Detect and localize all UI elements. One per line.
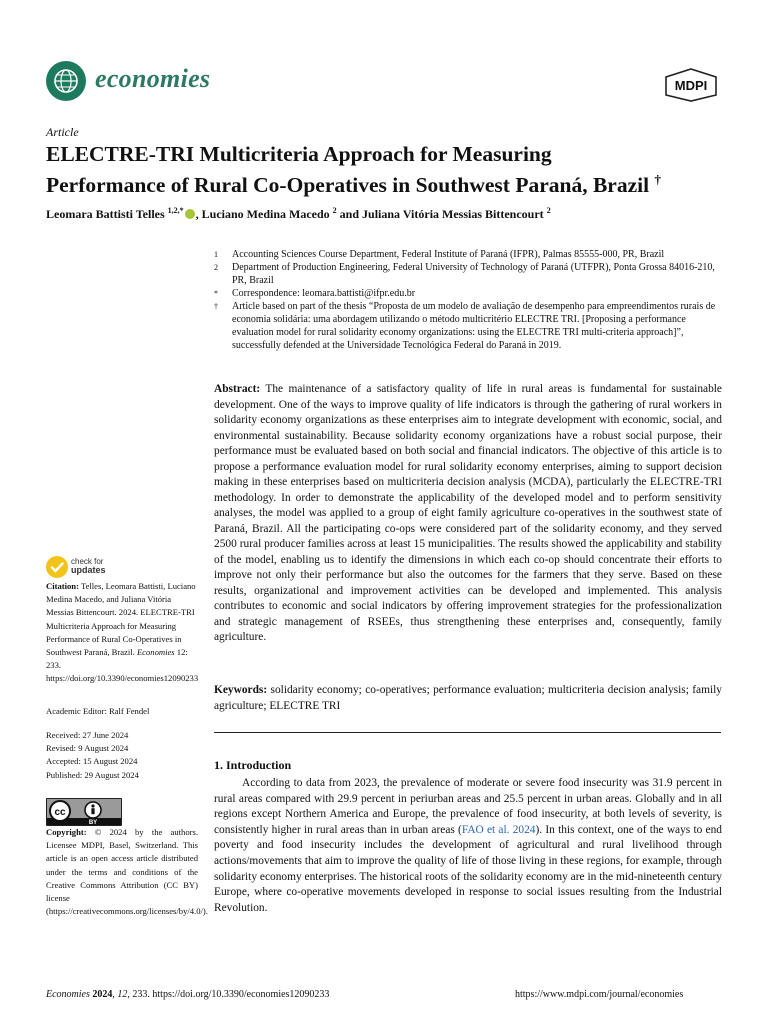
copyright-block: Copyright: © 2024 by the authors. Licensee MDPI, Basel, Switzerland. This article is an open access article distributed under the terms and conditions of the Creative Commons Attribution (CC BY) license (https://creativecommons.org/licenses/by/4.0/). xyxy=(46,827,208,917)
affiliations xyxy=(214,248,724,352)
title-line-2: Performance of Rural Co-Operatives in Southwest Paraná, Brazil xyxy=(46,173,650,198)
cc-by-license-icon[interactable] xyxy=(46,798,122,826)
abstract-label: Abstract: xyxy=(214,383,261,395)
author-2[interactable]: , Luciano Medina Macedo xyxy=(195,207,330,221)
article-title xyxy=(46,141,746,198)
journal-logo-icon xyxy=(46,61,86,101)
footer-journal-url[interactable]: https://www.mdpi.com/journal/economies xyxy=(515,989,684,1000)
article-type: Article xyxy=(46,125,79,139)
mdpi-logo xyxy=(664,68,718,102)
section-heading: 1. Introduction xyxy=(214,758,292,772)
author-1[interactable]: Leomara Battisti Telles xyxy=(46,207,165,221)
dates-block xyxy=(46,729,198,782)
title-dagger: † xyxy=(654,172,661,187)
received-date: Received: 27 June 2024 xyxy=(46,730,129,740)
citation-block: Citation: Telles, Leomara Battisti, Luciano Medina Macedo, and Juliana Vitória Messias Bittencourt. 2024. ELECTRE-TRI Multicriteria Approach for Measuring Performance of Rural Co-Operatives in Southwest Paraná, Brazil. Economies 12: 233. https://doi.org/10.3390/economies12090233 xyxy=(46,581,199,684)
title-line-1: ELECTRE-TRI Multicriteria Approach for Measuring xyxy=(46,142,552,166)
affiliation-item: 1 Accounting Sciences Course Department, Federal Institute of Paraná (IFPR), Palmas 85555-000, PR, Brazil xyxy=(214,249,665,260)
section-divider xyxy=(214,732,721,733)
affiliation-item: * Correspondence: leomara.battisti@ifpr.edu.br xyxy=(214,288,416,299)
published-date: Published: 29 August 2024 xyxy=(46,769,139,780)
affiliation-item: † Article based on part of the thesis “Proposta de um modelo de avaliação de desempenho para empreendimentos rurais de economia solidária: uma abordagem utilizando o método multicritério ELECTRE TRI. [Proposing a performance evaluation model for rural solidarity economy organizations: using the ELECTRE TRI multi-criteria approach]”, successfully defended at the Universidade Tecnológica Federal do Paraná in 2019. xyxy=(214,301,716,351)
introduction-paragraph: According to data from 2023, the prevalence of moderate or severe food insecurity was 31.9 percent in rural areas compared with 29.9 percent in periurban areas and 25.5 percent in urban areas. Globally and in all regions except Northern America and Europe, the prevalence of food insecurity, at both levels of severity, is consistently higher in rural areas than in urban areas (FAO et al. 2024). In this context, one of the ways to end poverty and food insecurity includes the development of agricultural and rural livelihood through actions/movements that aim to improve the quality of life of those living in these regions, for example, through solidarity economy enterprises. The historical roots of the solidarity economy are in the mid-nineteenth century Europe, where co-operative movements developed in response to social issues resulting from the Industrial Revolution. xyxy=(214,777,722,914)
check-for-updates-icon[interactable] xyxy=(46,556,68,578)
svg-text:cc: cc xyxy=(54,807,66,818)
citation-link[interactable]: FAO et al. 2024 xyxy=(461,823,536,836)
journal-name: economies xyxy=(95,64,211,93)
author-3[interactable]: and Juliana Vitória Messias Bittencourt xyxy=(336,207,544,221)
abstract-text: The maintenance of a satisfactory quality of life in rural areas is fundamental for sustainable development. One of the ways to improve quality of life indicators is through the gathering of rural workers in solidarity economy organizations as these enterprises aim to integrate development with economic, social, and environmental sustainability. Because solidarity economy organizations have a robust social purpose, their performance must be evaluated based on both social and financial indicators. The objective of this article is to propose a performance evaluation model for rural solidarity economy enterprises, aiming to support decision making in these enterprises based on multicriteria decision analysis (MCDA), particularly the ELECTRE-TRI methodology. In order to demonstrate the applicability of the developed model and to perform sensitivity analyses, the model was applied to a group of eight family agriculture co-operatives in the southwest state of Paraná, Brazil. All the participating co-ops were considered part of the solidarity economy, and they served 2500 rural producer families across at least 15 municipalities. The results showed the applicability and stability of the model, enabling us to identify the dimensions in which each co-op should concentrate their efforts to improve not only their performance but also the outcomes for the farmers that they serve. Based on these results, organizational and improvement activities can be developed and implemented. This analysis contributes to economic and social indicators by offering improvement strategies for the professionalization and strategic management of RSEEs, thus strengthening these enterprises and, consequently, family agriculture. xyxy=(214,383,722,643)
accepted-date: Accepted: 15 August 2024 xyxy=(46,756,138,767)
keywords-text: solidarity economy; co-operatives; performance evaluation; multicriteria decision analysis; family agriculture; ELECTRE TRI xyxy=(214,684,722,712)
academic-editor: Academic Editor: Ralf Fendel xyxy=(46,706,150,716)
orcid-icon[interactable] xyxy=(185,209,195,219)
check-for-updates-button[interactable]: check for updates xyxy=(71,557,106,575)
author-2-affil: 2 xyxy=(332,206,337,215)
footer-citation: Economies 2024, 12, 233. https://doi.org/10.3390/economies12090233 xyxy=(46,989,330,1000)
cc-by-label: BY xyxy=(88,820,98,825)
corresponding-star: * xyxy=(179,206,184,215)
author-1-affil: 1,2, xyxy=(167,206,180,215)
author-list xyxy=(46,206,746,222)
revised-date: Revised: 9 August 2024 xyxy=(46,743,129,754)
affiliation-item: 2 Department of Production Engineering, Federal University of Technology of Paraná (UTFPR), Ponta Grossa 84016-210, PR, Brazil xyxy=(214,262,715,286)
abstract xyxy=(214,382,722,646)
keywords xyxy=(214,683,722,714)
author-3-affil: 2 xyxy=(546,206,551,215)
keywords-label: Keywords: xyxy=(214,684,268,696)
svg-text:MDPI: MDPI xyxy=(674,78,708,93)
